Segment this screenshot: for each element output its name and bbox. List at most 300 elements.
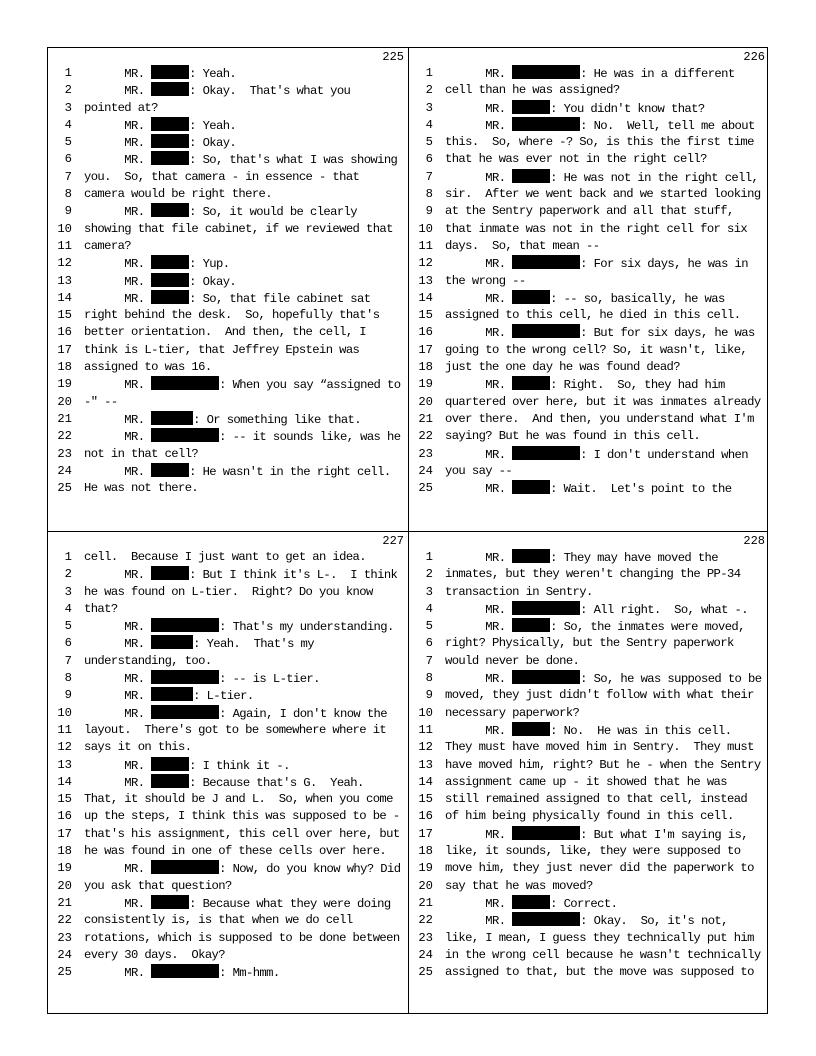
line-number: 25 [418,965,433,980]
line-text: camera would be right there. [84,187,272,202]
line-text: that's his assignment, this cell over here, but [84,826,400,841]
transcript-line [48,912,408,929]
transcript-line [48,480,408,497]
line-text: understanding, too. [84,653,212,668]
line-text: MR. : That's my understanding. [84,620,394,635]
transcript-line [409,930,769,947]
transcript-line [48,618,408,635]
redaction-bar [151,670,219,684]
line-text: that inmate was not in the right cell for six [445,221,748,236]
transcript-line [409,826,769,843]
line-number: 20 [418,878,433,893]
line-number: 22 [418,913,433,928]
transcript-line [409,480,769,497]
transcript-line [48,860,408,877]
redaction-bar [151,411,193,425]
line-text: consistently is, is that when we do cell [84,913,353,928]
transcript-line [409,65,769,82]
redaction-bar [151,566,189,580]
line-number: 5 [64,135,72,150]
redaction-bar [151,964,219,978]
line-text: assigned to was 16. [84,360,212,375]
redaction-bar [151,255,189,269]
transcript-line [48,930,408,947]
line-number: 23 [57,446,72,461]
line-number: 23 [418,930,433,945]
transcript-line [409,584,769,601]
line-text: move him, they just never did the paperwork to [445,861,754,876]
line-text: MR. : So, it would be clearly [84,205,357,220]
page-lines [409,549,769,981]
transcript-line [409,342,769,359]
line-text: MR. : But what I'm saying is, [445,827,748,842]
line-number: 19 [418,377,433,392]
line-text: MR. : Now, do you know why? Did [84,862,401,877]
line-number: 24 [57,463,72,478]
line-number: 24 [418,947,433,962]
line-number: 20 [57,394,72,409]
line-text: pointed at? [84,100,158,115]
line-text: MR. : Okay. [84,136,237,151]
line-text: cell than he was assigned? [445,83,620,98]
line-number: 21 [57,411,72,426]
transcript-line [409,635,769,652]
line-text: you. So, that camera - in essence - that [84,169,360,184]
transcript-line [48,394,408,411]
line-number: 22 [57,913,72,928]
redaction-bar [512,446,580,460]
line-text: he was found in one of these cells over here. [84,844,387,859]
line-text: inmates, but they weren't changing the PP-34 [445,567,741,582]
line-number: 4 [425,601,433,616]
line-number: 21 [418,895,433,910]
transcript-line [48,601,408,618]
line-text: MR. : So, that's what I was showing [84,153,398,168]
transcript-line [409,722,769,739]
redaction-bar [151,117,189,131]
line-number: 16 [57,325,72,340]
line-text: you say -- [445,463,513,478]
redaction-bar [512,895,550,909]
line-number: 18 [418,360,433,375]
page-number: 226 [743,50,765,64]
transcript-page [48,48,408,531]
line-text: MR. : -- is L-tier. [84,672,320,687]
transcript-line [409,774,769,791]
line-text: assigned to this cell, he died in this cell. [445,308,741,323]
redaction-bar [151,290,189,304]
redaction-bar [151,151,189,165]
line-number: 4 [425,117,433,132]
line-number: 22 [418,429,433,444]
line-text: assigned to that, but the move was supposed to [445,965,754,980]
line-number: 7 [64,653,72,668]
line-number: 9 [64,688,72,703]
redaction-bar [151,134,189,148]
line-text: MR. : When you say “assigned to [84,378,401,393]
redaction-bar [512,670,580,684]
transcript-line [409,376,769,393]
transcript-line [409,238,769,255]
transcript-line [48,307,408,324]
line-text: just the one day he was found dead? [445,360,680,375]
transcript-line [409,653,769,670]
line-text: over there. And then, you understand what I'm [445,411,754,426]
line-text: that? [84,601,118,616]
line-number: 11 [57,238,72,253]
line-text: MR. : Yeah. [84,67,237,81]
transcript-line [48,687,408,704]
line-number: 1 [64,66,72,80]
line-number: 24 [57,947,72,962]
redaction-bar [151,860,219,874]
transcript-line [48,843,408,860]
line-number: 18 [57,360,72,375]
line-text: up the steps, I think this was supposed to be - [84,809,400,824]
line-number: 14 [418,774,433,789]
line-number: 17 [418,342,433,357]
line-text: of him being physically found in this cell. [445,809,734,824]
transcript-line [48,463,408,480]
line-text: MR. : Yeah. That's my [84,637,314,652]
transcript-line [409,549,769,566]
line-text: MR. : But for six days, he was [445,326,755,341]
line-number: 17 [57,826,72,841]
transcript-line [48,411,408,428]
transcript-line [48,653,408,670]
line-number: 18 [418,844,433,859]
transcript-line [409,843,769,860]
transcript-line [409,739,769,756]
transcript-line [409,394,769,411]
transcript-line [409,82,769,99]
page-number: 227 [382,534,404,548]
line-number: 2 [64,567,72,582]
transcript-line [409,359,769,376]
transcript-line [409,791,769,808]
transcript-line [48,964,408,981]
transcript-line [48,774,408,791]
line-text: MR. : Yup. [84,257,230,272]
line-number: 6 [64,636,72,651]
transcript-line [409,411,769,428]
line-number: 25 [57,965,72,980]
line-text: transaction in Sentry. [445,584,593,599]
transcript-line [409,203,769,220]
line-number: 8 [64,187,72,202]
line-text: He was not there. [84,481,199,496]
line-text: MR. : But I think it's L-. I think [84,568,398,583]
line-text: MR. : He was not in the right cell, [445,170,759,185]
redaction-bar [512,826,580,840]
line-number: 13 [418,273,433,288]
redaction-bar [512,912,580,926]
line-number: 11 [57,722,72,737]
line-number: 23 [418,446,433,461]
transcript-line [409,117,769,134]
transcript-line [409,566,769,583]
line-number: 7 [64,169,72,184]
transcript-line [409,912,769,929]
line-text: MR. : So, that file cabinet sat [84,291,371,306]
redaction-bar [151,895,189,909]
line-number: 15 [418,308,433,323]
line-text: MR. : So, the inmates were moved, [445,620,745,635]
line-text: camera? [84,238,131,253]
line-text: MR. : Wait. Let's point to the [445,482,732,497]
transcript-line [48,290,408,307]
line-number: 10 [418,705,433,720]
line-number: 19 [57,861,72,876]
transcript-line [409,895,769,912]
transcript-line [409,428,769,445]
transcript-line [48,635,408,652]
line-text: says it on this. [84,740,192,755]
line-number: 24 [418,463,433,478]
transcript-page [409,532,769,1015]
line-text: MR. : Okay. [84,274,237,289]
transcript-line [48,722,408,739]
line-number: 20 [418,394,433,409]
line-number: 12 [57,740,72,755]
line-number: 8 [425,187,433,202]
line-text: days. So, that mean -- [445,238,600,253]
line-text: the wrong -- [445,273,526,288]
redaction-bar [512,376,550,390]
line-number: 15 [418,792,433,807]
transcript-page [409,48,769,531]
transcript-line [48,100,408,117]
transcript-line [409,273,769,290]
line-number: 1 [64,550,72,564]
line-number: 6 [425,636,433,651]
line-number: 14 [57,290,72,305]
transcript-line [48,186,408,203]
line-text: have moved him, right? But he - when the Sentry [445,757,761,772]
redaction-bar [151,463,189,477]
line-text: MR. : He was in a different [445,67,735,81]
transcript-line [48,203,408,220]
line-number: 2 [425,567,433,582]
transcript-line [409,860,769,877]
line-text: right? Physically, but the Sentry paperwork [445,636,734,651]
line-text: MR. : For six days, he was in [445,257,748,272]
redaction-bar [512,100,550,114]
redaction-bar [151,635,193,649]
redaction-bar [151,774,189,788]
line-number: 25 [418,481,433,496]
line-number: 1 [425,66,433,80]
line-number: 2 [425,83,433,98]
transcript-line [409,100,769,117]
line-text: MR. : -- so, basically, he was [445,291,725,306]
transcript-line [48,117,408,134]
redaction-bar [151,618,219,632]
line-text: MR. : No. He was in this cell. [445,723,732,738]
line-number: 20 [57,878,72,893]
line-text: cell. Because I just want to get an idea. [84,550,366,564]
line-text: MR. : Because what they were doing [84,896,391,911]
line-number: 3 [64,100,72,115]
line-text: still remained assigned to that cell, instead [445,792,748,807]
line-text: MR. : Or something like that. [84,412,361,427]
line-number: 19 [418,861,433,876]
line-text: MR. : Yeah. [84,118,237,133]
line-number: 7 [425,653,433,668]
line-number: 14 [57,774,72,789]
transcript-line [409,221,769,238]
line-number: 8 [425,671,433,686]
line-text: MR. : -- it sounds like, was he [84,430,401,445]
line-number: 9 [425,688,433,703]
transcript-line [409,169,769,186]
line-number: 5 [425,619,433,634]
transcript-line [409,151,769,168]
line-text: showing that file cabinet, if we reviewed that [84,221,393,236]
transcript-page [48,532,408,1015]
line-text: saying? But he was found in this cell. [445,429,701,444]
redaction-bar [151,273,189,287]
line-text: this. So, where -? So, is this the first time [445,135,754,150]
line-number: 11 [418,238,433,253]
redaction-bar [512,324,580,338]
transcript-line [409,964,769,981]
transcript-line [48,739,408,756]
redaction-bar [512,601,580,615]
line-number: 22 [57,429,72,444]
transcript-line [409,878,769,895]
transcript-line [48,169,408,186]
line-text: moved, they just didn't follow with what their [445,688,754,703]
line-text: every 30 days. Okay? [84,947,225,962]
transcript-line [48,342,408,359]
line-number: 8 [64,671,72,686]
line-text: MR. : He wasn't in the right cell. [84,464,391,479]
line-number: 19 [57,377,72,392]
line-number: 13 [57,757,72,772]
transcript-line [48,705,408,722]
redaction-bar [512,722,550,736]
line-text: MR. : Mm-hmm. [84,966,280,981]
line-text: he was found on L-tier. Right? Do you know [84,584,373,599]
transcript-line [48,134,408,151]
transcript-line [409,687,769,704]
line-text: MR. : You didn't know that? [445,101,705,116]
line-number: 3 [425,584,433,599]
line-number: 17 [57,342,72,357]
redaction-bar [151,757,189,771]
redaction-bar [512,618,550,632]
redaction-bar [512,117,580,131]
page-lines [48,65,408,497]
transcript-line [48,82,408,99]
line-text: rotations, which is supposed to be done between [84,930,400,945]
page-number: 225 [382,50,404,64]
redaction-bar [151,428,219,442]
transcript-line [48,255,408,272]
transcript-line [48,826,408,843]
line-text: layout. There's got to be somewhere where it [84,722,387,737]
line-number: 15 [57,308,72,323]
transcript-line [409,324,769,341]
line-number: 15 [57,792,72,807]
page-lines [48,549,408,981]
line-text: like, I mean, I guess they technically put him [445,930,754,945]
redaction-bar [151,203,189,217]
transcript-line [409,307,769,324]
line-text: -" -- [84,394,118,409]
line-text: MR. : L-tier. [84,689,254,704]
redaction-bar [512,290,550,304]
transcript-line [48,757,408,774]
line-number: 10 [418,221,433,236]
transcript-line [48,947,408,964]
line-text: MR. : So, he was supposed to be [445,672,762,687]
line-number: 13 [57,273,72,288]
line-text: MR. : No. Well, tell me about [445,118,755,133]
line-text: MR. : Okay. That's what you [84,84,351,99]
line-number: 12 [418,256,433,271]
transcript-line [48,324,408,341]
line-text: They must have moved him in Sentry. They must [445,740,754,755]
redaction-bar [151,82,189,96]
line-number: 17 [418,826,433,841]
page-lines [409,65,769,497]
line-text: MR. : Right. So, they had him [445,378,725,393]
line-number: 4 [64,601,72,616]
transcript-line [409,618,769,635]
line-number: 5 [425,135,433,150]
redaction-bar [512,65,580,79]
transcript-line [48,65,408,82]
line-text: that he was ever not in the right cell? [445,152,707,167]
line-text: MR. : Correct. [445,896,618,911]
transcript-line [48,238,408,255]
transcript-line [48,376,408,393]
line-number: 21 [418,411,433,426]
transcript-line [48,566,408,583]
transcript-line [48,791,408,808]
line-number: 16 [418,809,433,824]
redaction-bar [151,705,219,719]
line-text: assignment came up - it showed that he was [445,774,727,789]
line-number: 12 [57,256,72,271]
line-number: 10 [57,221,72,236]
line-number: 1 [425,550,433,564]
line-text: you ask that question? [84,878,232,893]
transcript-line [409,446,769,463]
redaction-bar [512,480,550,494]
line-text: not in that cell? [84,446,199,461]
line-text: like, it sounds, like, they were supposed to [445,844,741,859]
transcript-line [48,895,408,912]
transcript-line [409,255,769,272]
transcript-line [48,549,408,566]
line-text: MR. : Okay. So, it's not, [445,914,728,929]
line-number: 3 [64,584,72,599]
line-text: necessary paperwork? [445,705,580,720]
transcript-line [409,601,769,618]
line-text: MR. : I don't understand when [445,447,748,462]
line-text: MR. : Because that's G. Yeah. [84,775,364,790]
line-number: 23 [57,930,72,945]
line-number: 9 [425,204,433,219]
transcript-line [48,273,408,290]
transcript-line [409,463,769,480]
transcript-line [409,670,769,687]
transcript-line [409,808,769,825]
line-text: That, it should be J and L. So, when you come [84,792,393,807]
